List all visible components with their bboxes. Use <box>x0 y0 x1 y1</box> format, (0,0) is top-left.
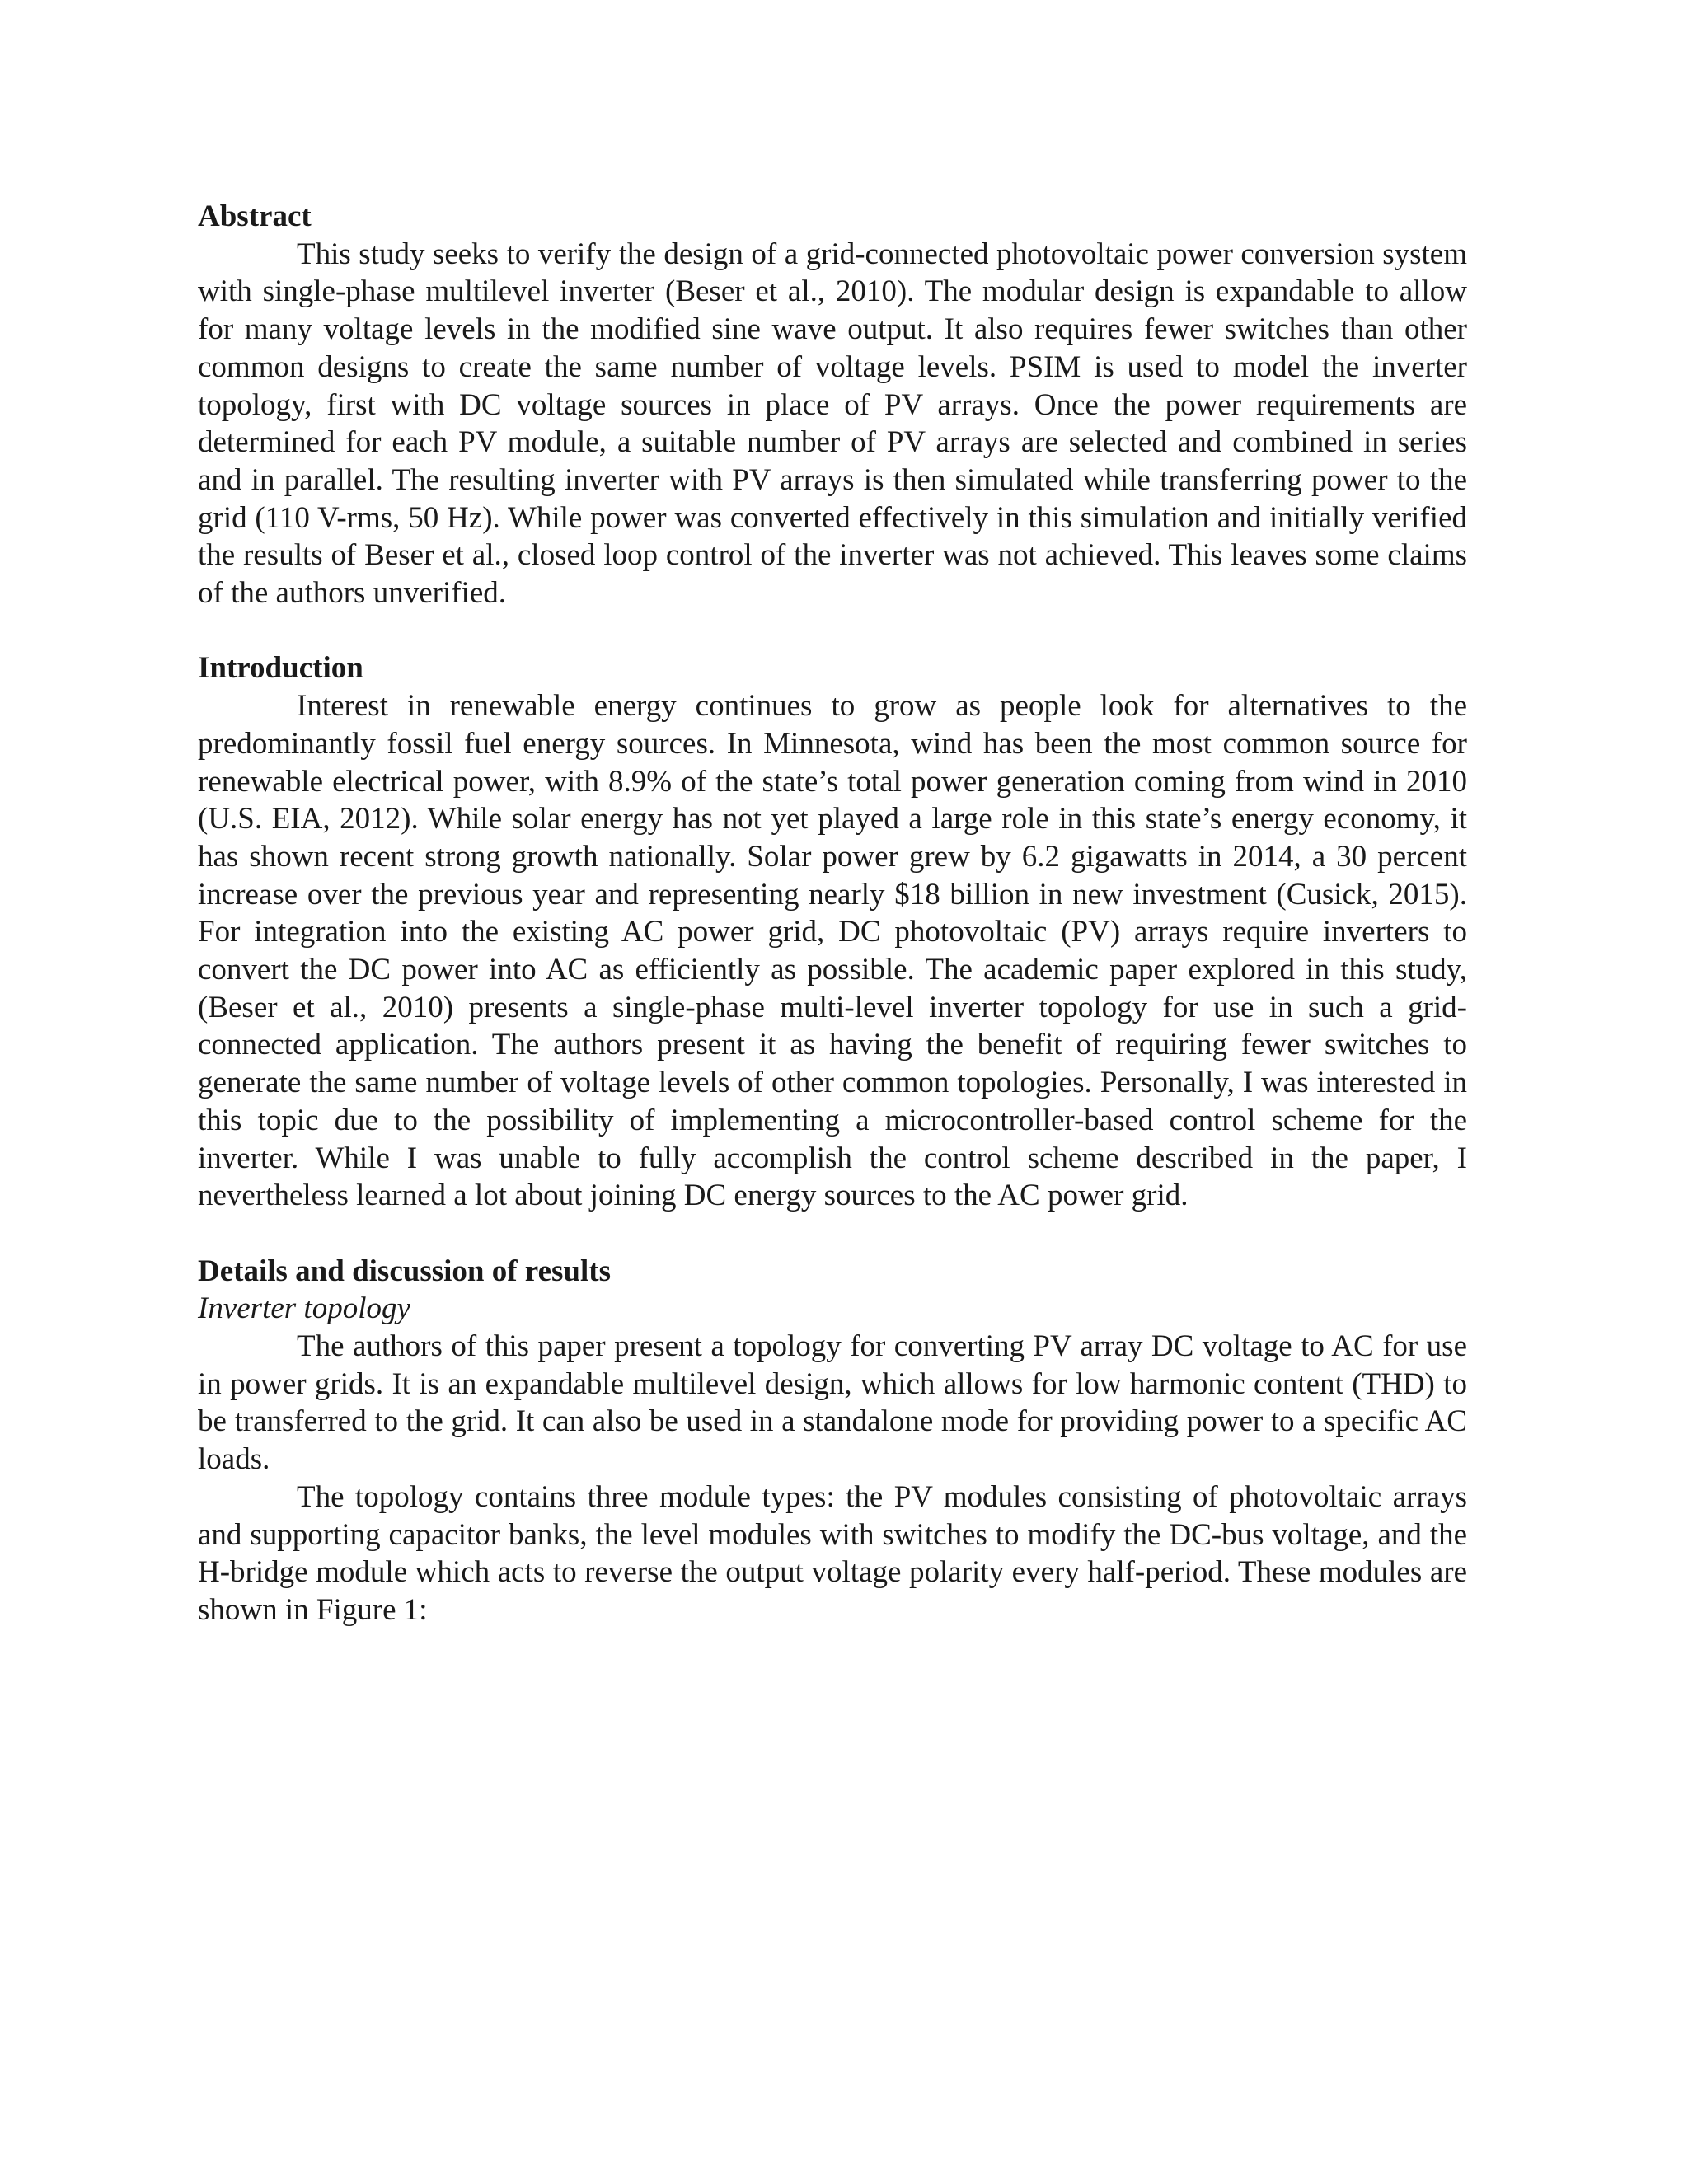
introduction-heading: Introduction <box>198 651 363 686</box>
abstract-section <box>198 198 1467 612</box>
introduction-section <box>198 649 1467 1215</box>
details-paragraph-2: The topology contains three module types: the PV modules consisting of photovoltaic arrays and supporting capacitor banks, the level modules with switches to modify the DC-bus voltage, and the H-bridge module which acts to reverse the output voltage polarity every half-period. These modules are shown in Figure 1: <box>198 1479 1467 1627</box>
details-heading: Details and discussion of results <box>198 1254 611 1288</box>
document-page <box>198 198 1467 1629</box>
abstract-heading: Abstract <box>198 199 312 233</box>
introduction-paragraph: Interest in renewable energy continues to grow as people look for alternatives to the predominantly fossil fuel energy sources. In Minnesota, wind has been the most common source for renewable electrical power, with 8.9% of the state’s total power generation coming from wind in 2010 (U.S. EIA, 2012). While solar energy has not yet played a large role in this state’s energy economy, it has shown recent strong growth nationally. Solar power grew by 6.2 gigawatts in 2014, a 30 percent increase over the previous year and representing nearly $18 billion in new investment (Cusick, 2015). For integration into the existing AC power grid, DC photovoltaic (PV) arrays require inverters to convert the DC power into AC as efficiently as possible. The academic paper explored in this study, (Beser et al., 2010) presents a single-phase multi-level inverter topology for use in such a grid-connected application. The authors present it as having the benefit of requiring fewer switches to generate the same number of voltage levels of other common topologies. Personally, I was interested in this topic due to the possibility of implementing a microcontroller-based control scheme for the inverter. While I was unable to fully accomplish the control scheme described in the paper, I nevertheless learned a lot about joining DC energy sources to the AC power grid. <box>198 689 1467 1213</box>
inverter-topology-subheading: Inverter topology <box>198 1291 410 1326</box>
details-paragraph-1: The authors of this paper present a topology for converting PV array DC voltage to AC for use in power grids. It is an expandable multilevel design, which allows for low harmonic content (THD) to be transferred to the grid. It can also be used in a standalone mode for providing power to a specific AC loads. <box>198 1329 1467 1477</box>
abstract-paragraph: This study seeks to verify the design of a grid-connected photovoltaic power conversion system with single-phase multilevel inverter (Beser et al., 2010). The modular design is expandable to allow for many voltage levels in the modified sine wave output. It also requires fewer switches than other common designs to create the same number of voltage levels. PSIM is used to model the inverter topology, first with DC voltage sources in place of PV arrays. Once the power requirements are determined for each PV module, a suitable number of PV arrays are selected and combined in series and in parallel. The resulting inverter with PV arrays is then simulated while transferring power to the grid (110 V-rms, 50 Hz). While power was converted effectively in this simulation and initially verified the results of Beser et al., closed loop control of the inverter was not achieved. This leaves some claims of the authors unverified. <box>198 237 1467 611</box>
details-section <box>198 1253 1467 1629</box>
